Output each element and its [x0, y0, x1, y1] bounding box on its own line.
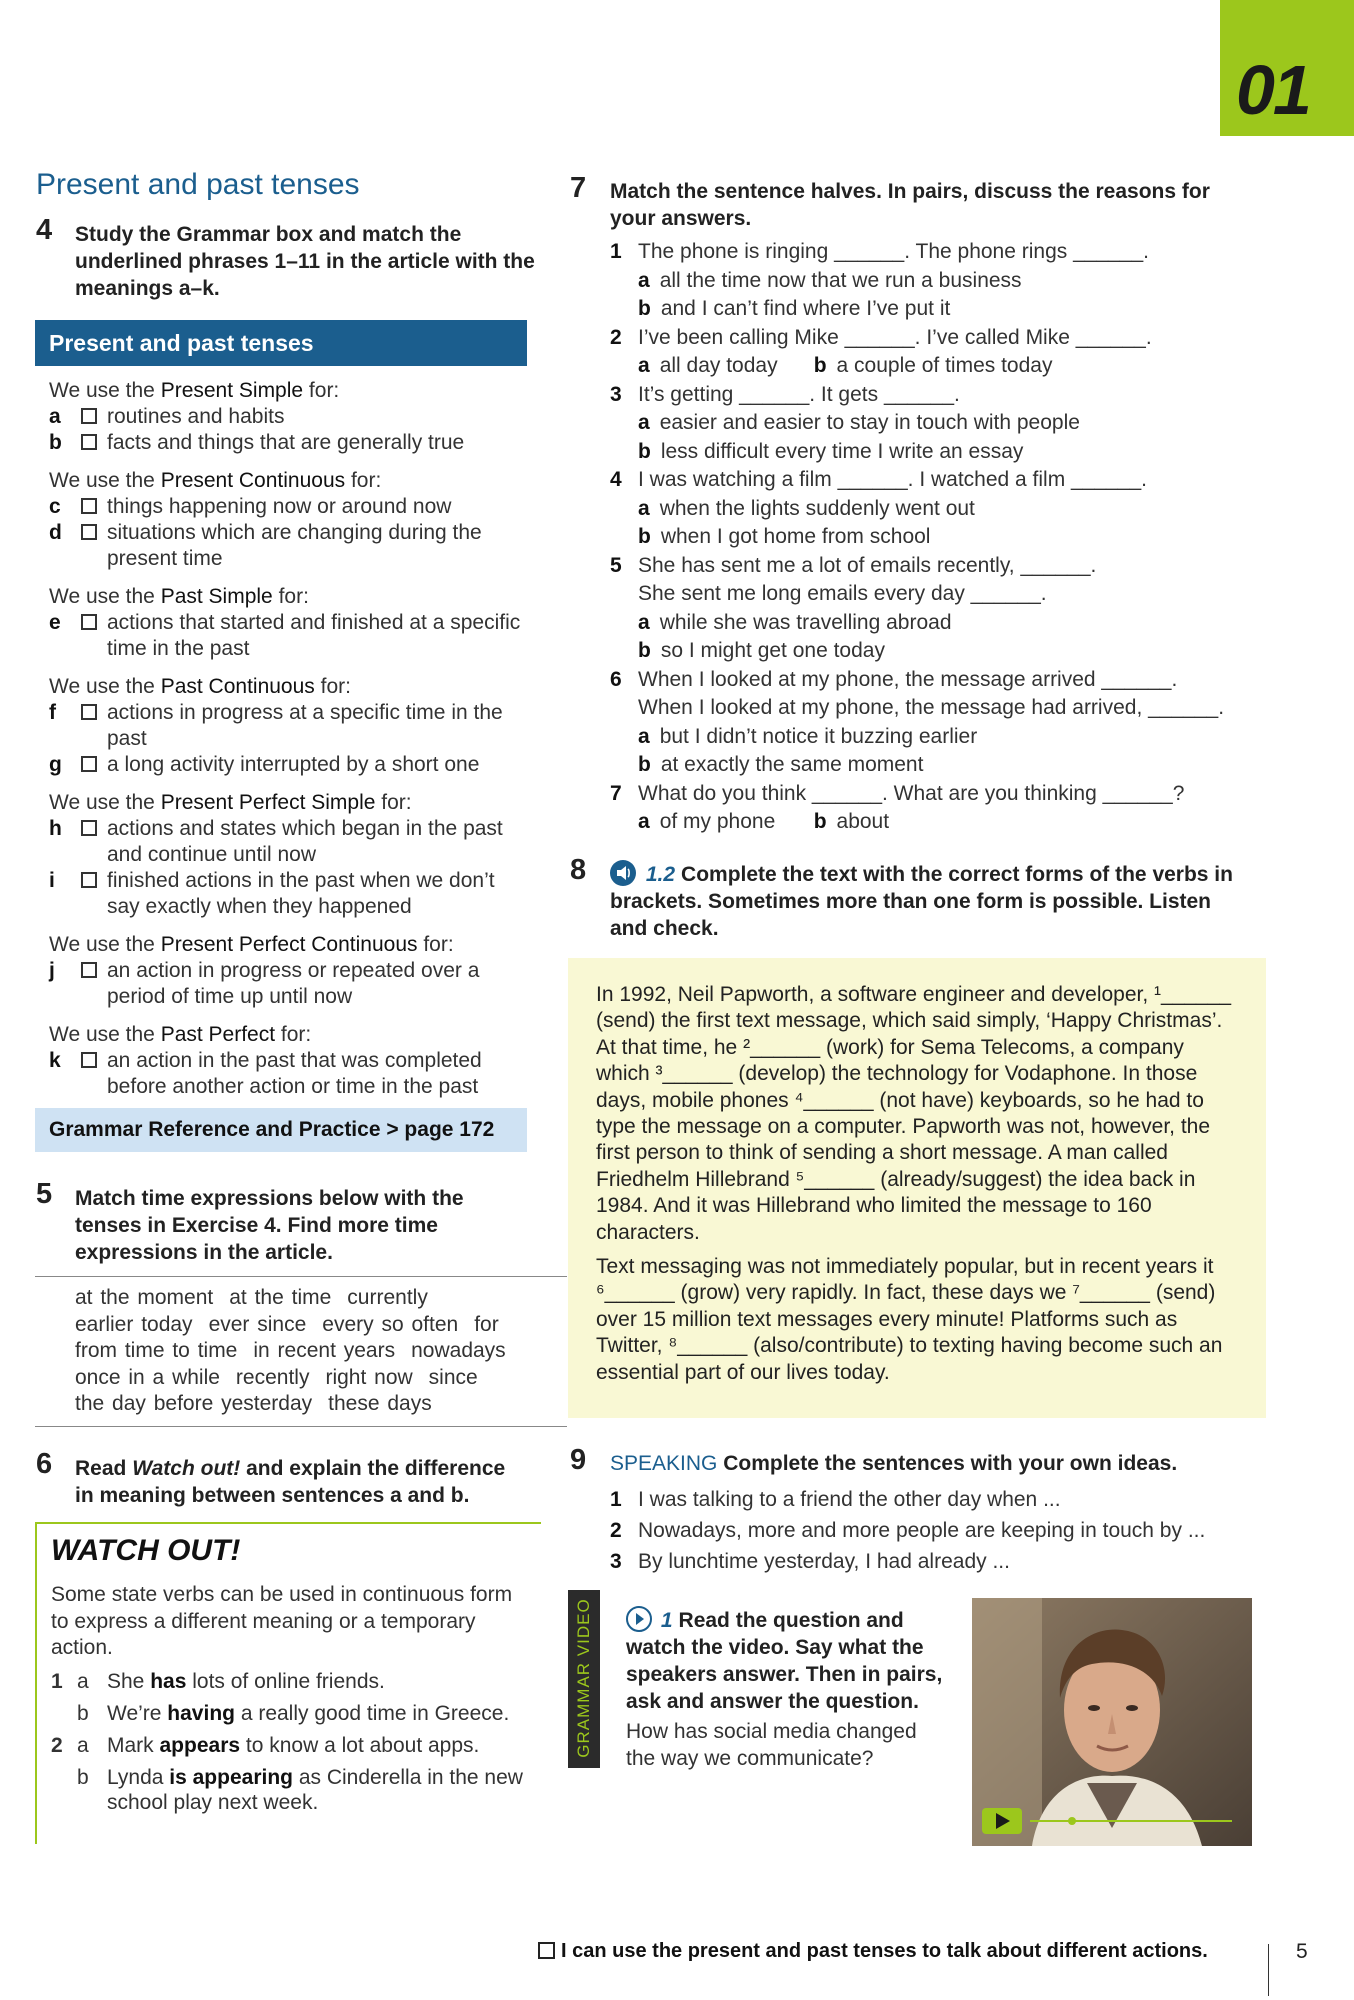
- match-option-a: a when the lights suddenly went out: [638, 496, 975, 520]
- time-expression: at the time: [229, 1286, 332, 1309]
- exercise-9-items: [610, 1484, 1250, 1577]
- speaking-label: SPEAKING: [610, 1452, 718, 1475]
- grammar-group-intro: We use the Past Simple for:: [49, 585, 309, 608]
- gap-fill-paragraph-1: In 1992, Neil Papworth, a software engineer and developer, ¹______ (send) the first text message, which said simply, ‘Happy Christmas’. At that time, he ²______ (work) for Sema Telecoms, a company which ³______ (develop) the technology for Vodaphone. In those days, mobile phones ⁴______ (not have) keyboards, so he had to type the message on a computer. Papworth was not, however, the first person to think of sending a short message. A man called Friedhelm Hillebrand ⁵______ (already/suggest) the idea back in 1984. And it was Hillebrand who limited the message to 160 characters.: [596, 983, 1232, 1244]
- match-options: a of my phone b about: [638, 810, 890, 833]
- gap-fill-paragraph-2: Text messaging was not immediately popular, but in recent years it ⁶______ (grow) very rapidly. In fact, these days we ⁷______ (send) over 15 million text messages every minute! Platforms such as Twitter, ⁸______ (also/contribute) to texting having become such an essential part of our lives today.: [596, 1255, 1223, 1384]
- meaning-letter: b: [49, 431, 62, 454]
- exercise-5-instruction: Match time expressions below with the tenses in Exercise 4. Find more time expressions in the article.: [75, 1187, 464, 1264]
- grammar-groups: [35, 378, 527, 1100]
- meaning-checkbox[interactable]: [81, 962, 97, 978]
- tense-name: Past Continuous: [160, 675, 315, 698]
- meaning-text: finished actions in the past when we don’t say exactly when they happened: [107, 869, 495, 918]
- meaning-text: a long activity interrupted by a short one: [107, 753, 480, 776]
- exercise-8-instruction: 1.2 Complete the text with the correct forms of the verbs in brackets. Sometimes more than one form is possible. Listen and check.: [610, 860, 1240, 942]
- speaking-prompt: 3 By lunchtime yesterday, I had already ...: [610, 1550, 1010, 1573]
- time-expression: nowadays: [411, 1339, 506, 1362]
- unit-number: 01: [1236, 51, 1310, 129]
- match-sentence: What do you think ______. What are you thinking ______?: [638, 781, 1185, 805]
- match-item: 3 It’s getting ______. It gets ______.: [610, 381, 1230, 410]
- meaning-checkbox[interactable]: [81, 756, 97, 772]
- grammar-meaning-item: [35, 700, 527, 752]
- watch-out-title: WATCH OUT!: [51, 1534, 241, 1567]
- exercise-5-number: 5: [36, 1178, 53, 1210]
- video-play-icon[interactable]: [626, 1606, 652, 1632]
- time-expression: for: [474, 1312, 499, 1336]
- meaning-text: actions that started and finished at a specific time in the past: [107, 611, 521, 660]
- grammar-video-instruction: 1 Read the question and watch the video. Say what the speakers answer. Then in pairs, ask and answer the question.: [626, 1606, 956, 1715]
- exercise-4-number: 4: [36, 214, 53, 246]
- self-assessment-checkbox[interactable]: [538, 1942, 555, 1959]
- meaning-checkbox[interactable]: [81, 704, 97, 720]
- exercise-9-instruction: SPEAKING Complete the sentences with your own ideas.: [610, 1452, 1178, 1475]
- match-option-a: a easier and easier to stay in touch with people: [638, 411, 1080, 434]
- time-expression: these days: [328, 1392, 432, 1415]
- watch-out-example: 1 a She has lots of online friends.: [51, 1669, 385, 1693]
- time-expression: currently: [347, 1286, 428, 1309]
- time-expression: earlier today: [75, 1312, 193, 1336]
- watch-out-examples: [51, 1669, 527, 1815]
- match-sentence: The phone is ringing ______. The phone rings ______.: [638, 240, 1150, 263]
- meaning-checkbox[interactable]: [81, 614, 97, 630]
- grammar-meaning-item: [35, 494, 527, 520]
- footer-divider: [1268, 1944, 1269, 1996]
- match-item: 2 I’ve been calling Mike ______. I’ve called Mike ______.: [610, 324, 1230, 353]
- tense-name: Present Perfect Simple: [160, 791, 376, 814]
- time-expression: in recent years: [253, 1339, 396, 1362]
- match-sentence: It’s getting ______. It gets ______.: [638, 382, 960, 406]
- match-sentence: When I looked at my phone, the message arrived ______.: [638, 667, 1178, 691]
- match-option-b: b at exactly the same moment: [638, 753, 924, 776]
- audio-track-number: 1.2: [645, 863, 676, 886]
- match-sentence: When I looked at my phone, the message had arrived, ______.: [638, 696, 1225, 719]
- meaning-checkbox[interactable]: [81, 872, 97, 888]
- time-expression: every so often: [322, 1312, 459, 1336]
- exercise-7-items: [610, 238, 1230, 837]
- meaning-checkbox[interactable]: [81, 434, 97, 450]
- meaning-checkbox[interactable]: [81, 820, 97, 836]
- time-expressions-box: [35, 1276, 567, 1427]
- grammar-group-intro: We use the Past Continuous for:: [49, 675, 351, 698]
- time-expression: right now: [325, 1365, 413, 1389]
- match-sentence: I was watching a film ______. I watched a film ______.: [638, 468, 1147, 491]
- meaning-checkbox[interactable]: [81, 498, 97, 514]
- meaning-text: an action in the past that was completed before another action or time in the past: [107, 1049, 482, 1098]
- grammar-group-intro: We use the Present Simple for:: [49, 379, 340, 402]
- exercise-7-instruction: Match the sentence halves. In pairs, discuss the reasons for your answers.: [610, 180, 1210, 230]
- watch-out-intro: Some state verbs can be used in continuous form to express a different meaning or a temporary action.: [51, 1583, 513, 1659]
- time-expression: ever since: [208, 1312, 307, 1336]
- time-expression: at the moment: [75, 1286, 214, 1309]
- meaning-text: actions in progress at a specific time in the past: [107, 701, 503, 750]
- meaning-letter: j: [49, 959, 55, 982]
- time-expression: from time to time: [75, 1339, 238, 1362]
- grammar-box-title: Present and past tenses: [35, 320, 527, 366]
- exercise-7-number: 7: [570, 172, 587, 204]
- grammar-video-side-label: GRAMMAR VIDEO: [568, 1590, 600, 1768]
- match-item: 6 When I looked at my phone, the message arrived ______. When I looked at my phone, the message had arrived, ______.: [610, 666, 1230, 723]
- meaning-checkbox[interactable]: [81, 1052, 97, 1068]
- meaning-checkbox[interactable]: [81, 408, 97, 424]
- meaning-checkbox[interactable]: [81, 524, 97, 540]
- exercise-4-instruction: Study the Grammar box and match the underlined phrases 1–11 in the article with the meanings a–k.: [75, 223, 535, 300]
- exercise-6-number: 6: [36, 1448, 53, 1480]
- grammar-group-intro: We use the Past Perfect for:: [49, 1023, 312, 1046]
- meaning-text: facts and things that are generally true: [107, 431, 465, 454]
- meaning-letter: e: [49, 611, 61, 634]
- match-option-b: b less difficult every time I write an essay: [638, 439, 1024, 463]
- grammar-meaning-item: [35, 752, 527, 778]
- match-option-a: a while she was travelling abroad: [638, 610, 952, 634]
- grammar-meaning-item: [35, 430, 527, 456]
- meaning-letter: d: [49, 521, 62, 544]
- grammar-meaning-item: [35, 958, 527, 1010]
- grammar-meaning-item: [35, 610, 527, 662]
- meaning-text: an action in progress or repeated over a period of time up until now: [107, 959, 480, 1008]
- video-thumbnail[interactable]: [972, 1598, 1252, 1846]
- meaning-text: things happening now or around now: [107, 495, 452, 518]
- meaning-text: situations which are changing during the present time: [107, 521, 482, 570]
- page-number: 5: [1296, 1940, 1308, 1963]
- audio-icon[interactable]: [610, 860, 636, 886]
- grammar-reference: Grammar Reference and Practice > page 172: [35, 1108, 527, 1152]
- time-expression: since: [428, 1365, 478, 1389]
- meaning-text: actions and states which began in the past and continue until now: [107, 817, 503, 866]
- meaning-letter: i: [49, 869, 55, 892]
- watch-out-example: b We’re having a really good time in Greece.: [77, 1701, 510, 1725]
- grammar-meaning-item: [35, 816, 527, 868]
- exercise-8-number: 8: [570, 854, 587, 886]
- section-title: Present and past tenses: [36, 168, 360, 201]
- match-option-b: b and I can’t find where I’ve put it: [638, 297, 951, 320]
- match-item: 5 She has sent me a lot of emails recently, ______. She sent me long emails every day ______.: [610, 552, 1230, 609]
- exercise-9-number: 9: [570, 1444, 587, 1476]
- time-expression: once in a while: [75, 1365, 220, 1389]
- tense-name: Past Perfect: [160, 1023, 276, 1046]
- match-option-a: a but I didn’t notice it buzzing earlier: [638, 724, 978, 748]
- grammar-meaning-item: [35, 1048, 527, 1100]
- match-item: 4 I was watching a film ______. I watched a film ______.: [610, 466, 1230, 495]
- grammar-video-question: How has social media changed the way we communicate?: [626, 1720, 917, 1770]
- meaning-letter: c: [49, 495, 61, 518]
- meaning-letter: g: [49, 753, 62, 776]
- match-options: a all day today b a couple of times today: [638, 354, 1053, 377]
- match-sentence: I’ve been calling Mike ______. I’ve called Mike ______.: [638, 325, 1152, 349]
- time-expression: the day before yesterday: [75, 1392, 313, 1415]
- gap-fill-text: [568, 958, 1266, 1418]
- grammar-group-intro: We use the Present Perfect Simple for:: [49, 791, 412, 814]
- match-option-a: a all the time now that we run a business: [638, 268, 1022, 292]
- tense-name: Past Simple: [160, 585, 273, 608]
- meaning-text: routines and habits: [107, 405, 285, 428]
- match-item: 7 What do you think ______. What are you thinking ______?: [610, 780, 1230, 809]
- tense-name: Present Continuous: [160, 469, 346, 492]
- match-sentence: She has sent me a lot of emails recently, ______.: [638, 553, 1097, 577]
- match-item: 1 The phone is ringing ______. The phone rings ______.: [610, 238, 1230, 267]
- tense-name: Present Perfect Continuous: [160, 933, 418, 956]
- grammar-meaning-item: [35, 520, 527, 572]
- grammar-group-intro: We use the Present Continuous for:: [49, 469, 382, 492]
- meaning-letter: k: [49, 1049, 61, 1072]
- tense-name: Present Simple: [160, 379, 304, 402]
- time-expression: recently: [235, 1365, 310, 1389]
- exercise-6-instruction: Read Watch out! and explain the difference in meaning between sentences a and b.: [75, 1457, 506, 1507]
- watch-out-box: [35, 1522, 541, 1844]
- meaning-letter: a: [49, 405, 61, 428]
- grammar-box: [35, 320, 527, 1152]
- speaking-prompt: 1 I was talking to a friend the other day when ...: [610, 1488, 1061, 1511]
- watch-out-example: b Lynda is appearing as Cinderella in the new school play next week.: [77, 1765, 523, 1814]
- watch-out-example: 2 a Mark appears to know a lot about apps.: [51, 1733, 480, 1757]
- match-option-b: b when I got home from school: [638, 525, 931, 548]
- grammar-group-intro: We use the Present Perfect Continuous for:: [49, 933, 454, 956]
- match-option-b: b so I might get one today: [638, 639, 885, 662]
- grammar-meaning-item: [35, 868, 527, 920]
- meaning-letter: h: [49, 817, 62, 840]
- self-assessment: I can use the present and past tenses to talk about different actions.: [538, 1940, 1208, 1963]
- grammar-meaning-item: [35, 404, 527, 430]
- speaking-prompt: 2 Nowadays, more and more people are keeping in touch by ...: [610, 1519, 1206, 1542]
- meaning-letter: f: [49, 701, 56, 724]
- match-sentence: She sent me long emails every day ______.: [638, 582, 1047, 605]
